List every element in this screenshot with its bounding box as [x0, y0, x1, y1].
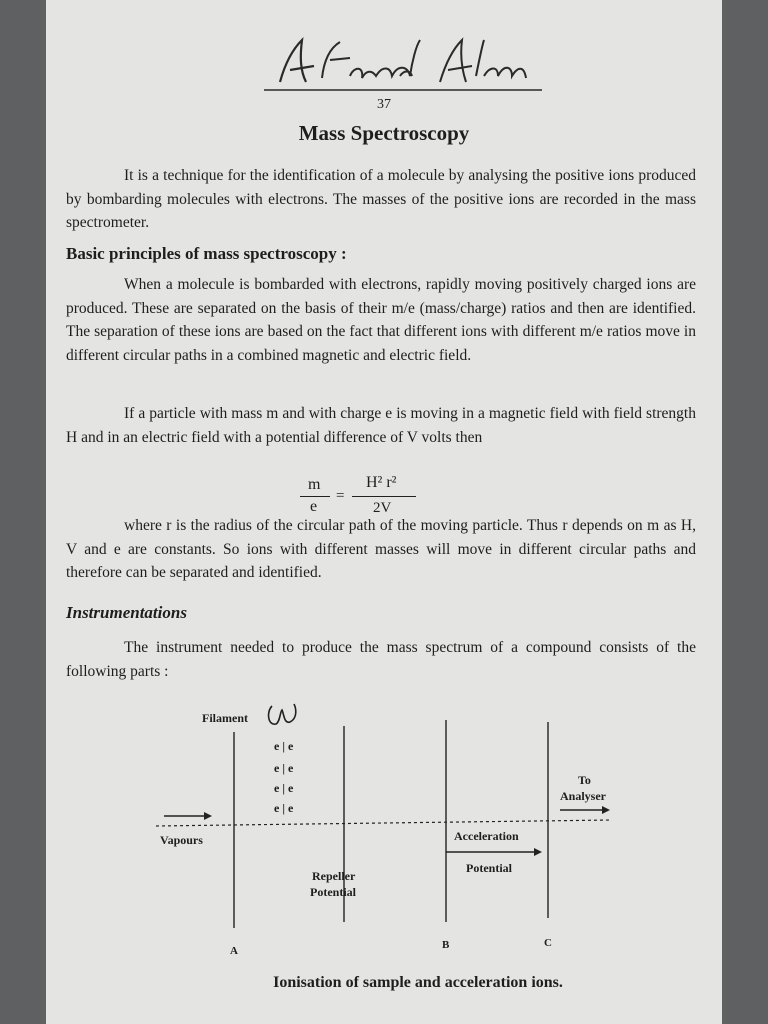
- analyser-arrowhead-icon: [602, 806, 610, 814]
- electron-pair: e | e: [274, 739, 294, 753]
- basic-paragraph-2: If a particle with mass m and with charge e is moving in a magnetic field with field strength H and in an electric field with a potential difference of V volts then: [66, 405, 696, 446]
- electron-pair: e | e: [274, 801, 294, 815]
- formula-denominator: 2V: [373, 500, 392, 516]
- page-title: Mass Spectroscopy: [298, 121, 470, 145]
- formula-e: e: [310, 498, 318, 515]
- basic-paragraph-3: where r is the radius of the circular path of the moving particle. Thus r depends on m as H, V and e are constants. So ions with different masses will move in different circular paths and therefore can be separated and identified.: [66, 517, 696, 581]
- point-c-label: C: [544, 937, 552, 949]
- point-b-label: B: [442, 939, 450, 951]
- figure-caption: Ionisation of sample and acceleration ions.: [273, 974, 563, 991]
- instrumentations-heading: Instrumentations: [66, 603, 187, 622]
- formula-equals: =: [336, 488, 345, 504]
- repeller-label: Repeller: [312, 869, 356, 883]
- vapours-label: Vapours: [160, 833, 203, 847]
- repeller-potential-label: Potential: [310, 885, 356, 899]
- basic-paragraph-1: When a molecule is bombarded with electrons, rapidly moving positively charged ions are produced. These are separated on the basis of their m/e (mass/charge) ratios and then are identified. The separation of these ions are based on the fact that different ions with different m/e ratios move in different circular paths in a combined magnetic and electric field.: [66, 276, 696, 364]
- handwritten-signature: [250, 30, 550, 96]
- analyser-label: Analyser: [560, 789, 606, 803]
- electron-pair: e | e: [274, 781, 294, 795]
- fraction-bar-left: [300, 496, 330, 497]
- to-label: To: [578, 773, 591, 787]
- acceleration-potential-label: Potential: [466, 861, 512, 875]
- basic-principles-heading: Basic principles of mass spectroscopy :: [66, 244, 347, 263]
- ion-beam-dashed-line: [156, 820, 612, 826]
- electron-pair: e | e: [274, 761, 294, 775]
- point-a-label: A: [230, 945, 238, 957]
- filament-label: Filament: [202, 711, 248, 725]
- acceleration-label: Acceleration: [454, 829, 519, 843]
- formula-numerator: H² r²: [366, 474, 397, 491]
- filament-coil-icon: [269, 704, 296, 724]
- ionisation-diagram: [150, 700, 620, 960]
- intro-paragraph: It is a technique for the identification of a molecule by analysing the positive ions produced by bombarding molecules with electrons. The masses of the positive ions are recorded in the mass spectrometer.: [66, 167, 696, 231]
- page-number: 37: [377, 97, 391, 112]
- formula-m: m: [308, 476, 321, 493]
- instrumentations-paragraph: The instrument needed to produce the mass spectrum of a compound consists of the following parts :: [66, 639, 696, 680]
- fraction-bar-right: [352, 496, 416, 497]
- vapours-arrowhead-icon: [204, 812, 212, 820]
- acceleration-arrowhead-icon: [534, 848, 542, 856]
